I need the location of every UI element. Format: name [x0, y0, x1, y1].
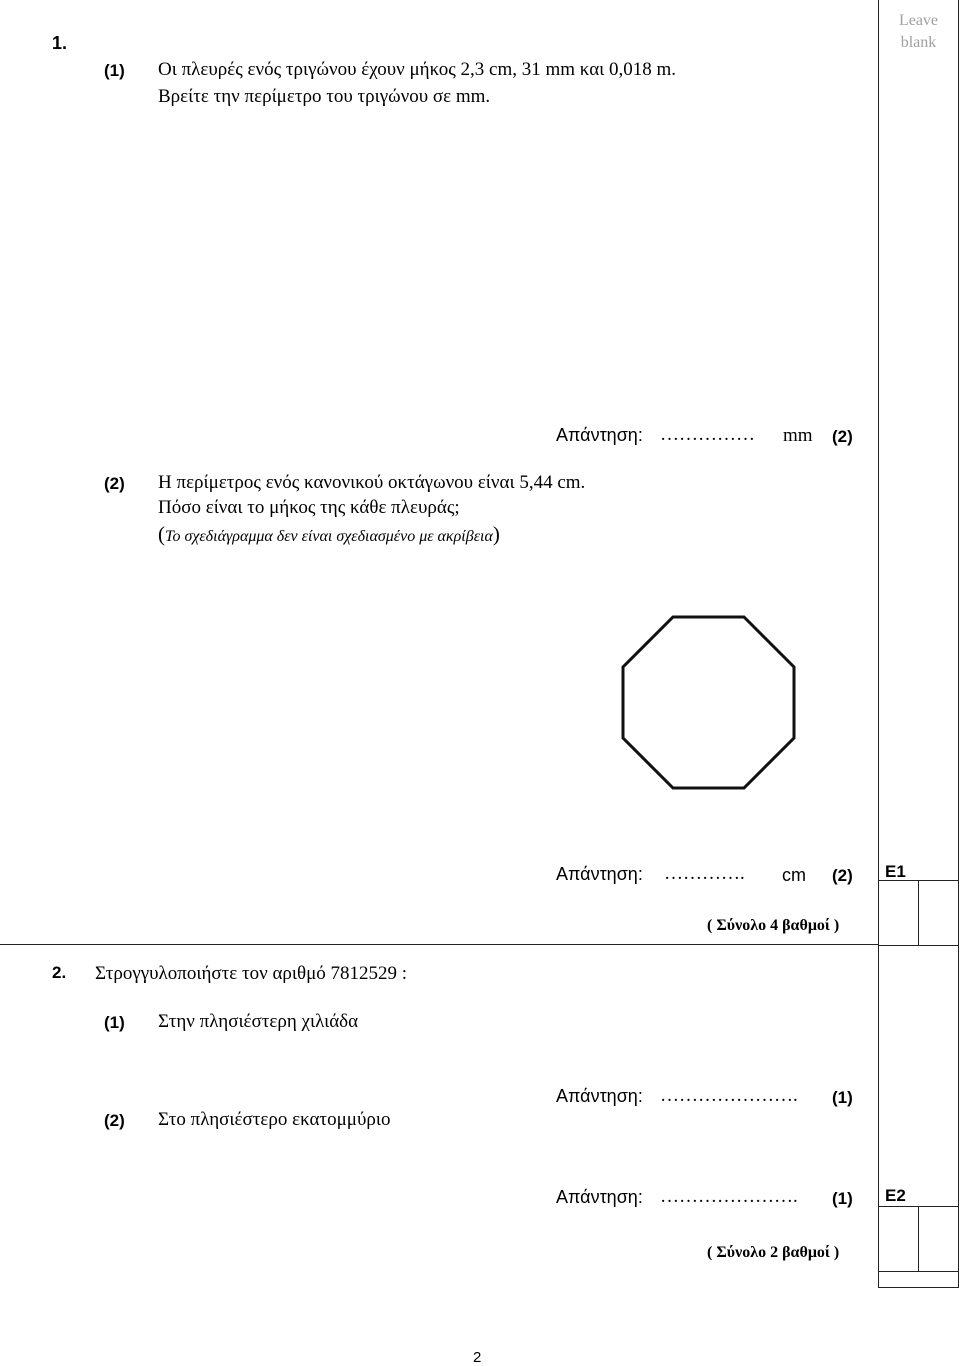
q1-part2-answer-label: Απάντηση:	[556, 864, 643, 884]
q1-part2-line1: Η περίμετρος ενός κανονικού οκτάγωνου είναι 5,44 cm.	[158, 472, 586, 493]
q2-part1-text: Στην πλησιέστερη χιλιάδα	[158, 1011, 359, 1032]
e1-mark-box-right[interactable]	[918, 880, 959, 946]
q1-part2-answer-blank[interactable]: ………….	[664, 863, 745, 884]
q2-number: 2.	[52, 963, 67, 982]
e2-mark-box-left[interactable]	[878, 1206, 919, 1272]
e2-mark-box-right[interactable]	[918, 1206, 959, 1272]
note-open-paren: (	[158, 522, 165, 546]
q1-part2-label: (2)	[104, 474, 125, 493]
q2-part1-marks: (1)	[832, 1088, 853, 1107]
q2-part2-answer-blank[interactable]: ………………….	[660, 1186, 798, 1207]
q1-part2-line2: Πόσο είναι το μήκος της κάθε πλευράς;	[158, 497, 460, 518]
q1-part1-marks: (2)	[832, 427, 853, 446]
q1-total: ( Σύνολο 4 βαθμοί )	[707, 917, 840, 934]
q1-part1-answer-blank[interactable]: ……………	[660, 424, 755, 445]
q1-part1-line2: Βρείτε την περίμετρο του τριγώνου σε mm.	[158, 86, 491, 107]
q1-part2-marks: (2)	[832, 866, 853, 885]
q1-part1-answer-label: Απάντηση:	[556, 425, 643, 445]
q2-total: ( Σύνολο 2 βαθμοί )	[707, 1244, 840, 1261]
q2-part1-answer-blank[interactable]: ………………….	[660, 1085, 798, 1106]
q1-part1-line1: Οι πλευρές ενός τριγώνου έχουν μήκος 2,3 cm, 31 mm και 0,018 m.	[158, 59, 677, 80]
q1-part2-unit: cm	[782, 865, 806, 885]
q2-part1-answer-label: Απάντηση:	[556, 1086, 643, 1106]
octagon-figure	[603, 607, 811, 809]
q2-part2-text: Στο πλησιέστερο εκατομμύριο	[158, 1109, 391, 1130]
note-close-paren: )	[492, 522, 500, 546]
q1-part1-unit: mm	[783, 425, 813, 446]
q1-part1-label: (1)	[104, 61, 125, 80]
e1-label: E1	[885, 862, 906, 881]
q1-number: 1.	[52, 33, 68, 53]
leave-blank-line1: Leave	[898, 12, 939, 29]
q1-part2-note	[158, 522, 500, 547]
q2-part2-answer-label: Απάντηση:	[556, 1187, 643, 1207]
note-text: Το σχεδιάγραμμα δεν είναι σχεδιασμένο με ακρίβεια	[165, 528, 493, 545]
leave-blank-column	[878, 0, 959, 1288]
q2-stem: Στρογγυλοποιήστε τον αριθμό 7812529 :	[95, 963, 408, 984]
q2-part2-marks: (1)	[832, 1189, 853, 1208]
question-divider	[0, 944, 878, 945]
page-number: 2	[473, 1349, 482, 1366]
q2-part2-label: (2)	[104, 1111, 125, 1130]
e2-label: E2	[885, 1186, 906, 1205]
e1-mark-box-left[interactable]	[878, 880, 919, 946]
leave-blank-line2: blank	[900, 34, 937, 51]
leave-blank-header	[878, 10, 959, 54]
q2-part1-label: (1)	[104, 1013, 125, 1032]
regular-octagon-shape	[623, 617, 794, 788]
